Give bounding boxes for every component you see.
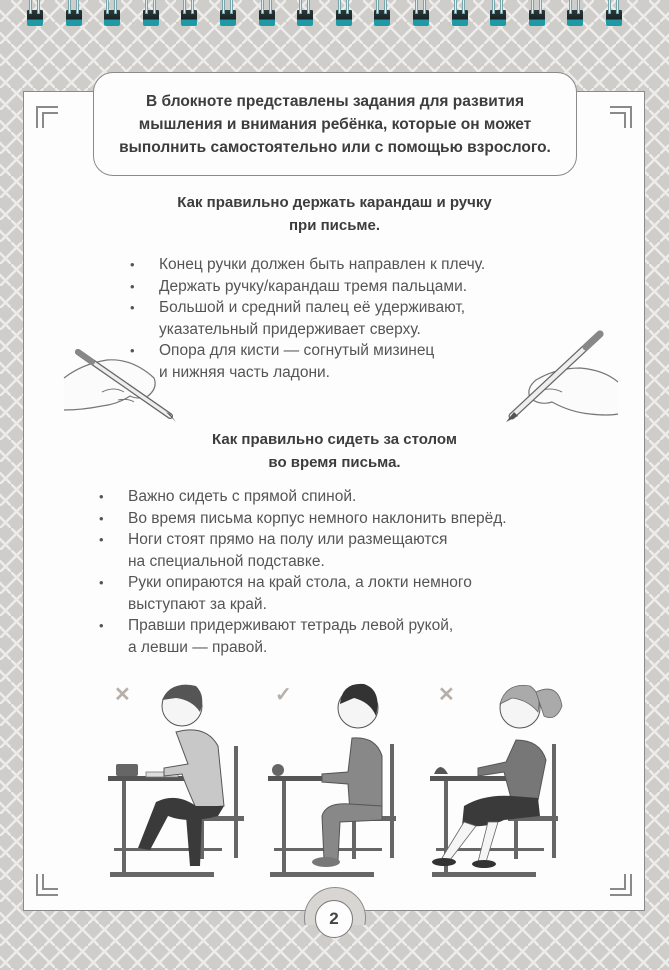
binding-ring	[296, 0, 314, 26]
boy-hunched-illustration	[106, 676, 256, 886]
binding-ring	[335, 0, 353, 26]
binding-ring	[180, 0, 198, 26]
list-item: • Правши придерживают тетрадь левой рукой, а левши — правой.	[97, 615, 507, 658]
binding-ring	[528, 0, 546, 26]
binding-ring	[103, 0, 121, 26]
list-item: • Важно сидеть с прямой спиной.	[97, 486, 507, 508]
binding-ring	[412, 0, 430, 26]
list-item: • Большой и средний палец её удерживают, указательный придерживает сверху.	[128, 297, 485, 340]
binding-ring	[605, 0, 623, 26]
list-item: • Конец ручки должен быть направлен к плечу.	[128, 254, 485, 276]
binding-ring	[65, 0, 83, 26]
left-hand-pen-illustration	[62, 330, 182, 430]
check-mark-icon: ✓	[275, 684, 292, 706]
boy-correct-posture-illustration	[266, 676, 406, 886]
list-item: • Ноги стоят прямо на полу или размещаются на специальной подставке.	[97, 529, 507, 572]
spiral-binding	[0, 0, 669, 28]
binding-ring	[219, 0, 237, 26]
sitting-list	[97, 486, 507, 658]
section-heading-pen-grip: Как правильно держать карандаш и ручку при письме.	[177, 194, 492, 234]
corner-ornament-bottom-left	[36, 874, 58, 896]
corner-ornament-top-left	[36, 106, 58, 128]
binding-ring	[489, 0, 507, 26]
right-hand-pen-illustration	[500, 326, 620, 426]
section-heading-sitting: Как правильно сидеть за столом во время письма.	[212, 431, 457, 471]
list-item: • Во время письма корпус немного наклонить вперёд.	[97, 508, 507, 530]
binding-ring	[373, 0, 391, 26]
page-number: 2	[315, 900, 353, 938]
intro-text: В блокноте представлены задания для развития мышления и внимания ребёнка, которые он может выполнить самостоятельно или с помощью взрослого.	[119, 92, 551, 156]
binding-ring	[26, 0, 44, 26]
binding-ring	[451, 0, 469, 26]
binding-ring	[566, 0, 584, 26]
intro-callout	[93, 72, 577, 176]
wrong-mark-icon: ✕	[114, 684, 131, 706]
corner-ornament-bottom-right	[610, 874, 632, 896]
list-item: • Руки опираются на край стола, а локти немного выступают за край.	[97, 572, 507, 615]
binding-ring	[258, 0, 276, 26]
list-item: • Держать ручку/карандаш тремя пальцами.	[128, 276, 485, 298]
girl-leaning-illustration	[428, 676, 578, 886]
corner-ornament-top-right	[610, 106, 632, 128]
binding-ring	[142, 0, 160, 26]
wrong-mark-icon: ✕	[438, 684, 455, 706]
list-item: • Опора для кисти — согнутый мизинец и нижняя часть ладони.	[128, 340, 485, 383]
